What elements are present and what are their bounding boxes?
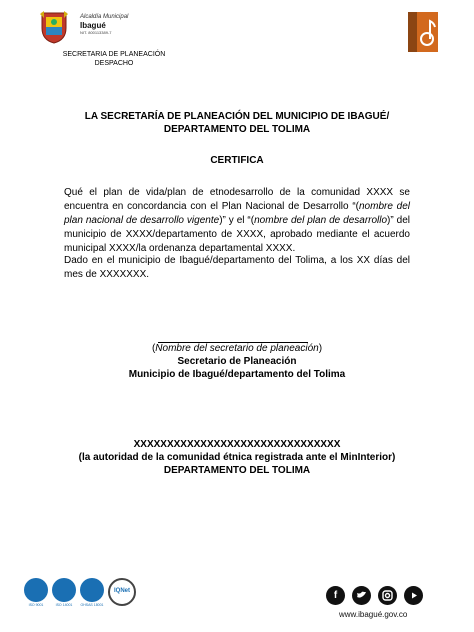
icontec-ohsas-seal-icon: OHSAS 18001 xyxy=(80,578,104,618)
iqnet-seal-icon: IQNet xyxy=(108,578,136,606)
title-line-1: LA SECRETARÍA DE PLANEACIÓN DEL MUNICIPIO DE IBAGUÉ/ xyxy=(84,111,390,122)
department-line-2: DESPACHO xyxy=(94,60,134,67)
signature-block xyxy=(60,342,414,381)
instagram-icon[interactable] xyxy=(378,586,397,605)
community-authority-text: (la autoridad de la comunidad étnica registrada ante el MinInterior) xyxy=(78,452,396,463)
department-heading xyxy=(44,50,184,68)
paragraph-text-a: Qué el plan de vida/plan de etnodesarrollo de la comunidad XXXX se encuentra en concordancia con el Plan Nacional de Desarrollo “( xyxy=(64,187,410,212)
icontec-iso-9001-seal-icon: ISO 9001 xyxy=(24,578,48,618)
plan-desarrollo-placeholder: nombre del plan de desarrollo xyxy=(254,215,388,226)
facebook-icon[interactable]: f xyxy=(326,586,345,605)
icontec-iso-14001-seal-icon: ISO 14001 xyxy=(52,578,76,618)
community-name-placeholder: XXXXXXXXXXXXXXXXXXXXXXXXXXXXXXX xyxy=(133,439,341,450)
community-department: DEPARTAMENTO DEL TOLIMA xyxy=(163,465,311,476)
secretary-entity: Municipio de Ibagué/departamento del Tolima xyxy=(128,369,346,380)
title-line-2: DEPARTAMENTO DEL TOLIMA xyxy=(163,124,311,135)
community-authority-block xyxy=(60,438,414,477)
document-title xyxy=(60,110,414,136)
plan-nacional-placeholder: nombre del plan nacional de desarrollo vigente xyxy=(64,201,410,226)
department-line-1: SECRETARIA DE PLANEACIÓN xyxy=(62,51,166,58)
twitter-icon[interactable] xyxy=(352,586,371,605)
nit-label: NIT. 800113389-7 xyxy=(80,30,112,35)
website-link[interactable]: www.ibagué.gov.co xyxy=(339,610,408,619)
certification-paragraph xyxy=(64,186,410,256)
city-name: Ibagué xyxy=(80,21,106,30)
certifica-heading: CERTIFICA xyxy=(210,155,264,166)
secretary-name-placeholder: (Nombre del secretario de planeación) xyxy=(151,343,323,354)
alcaldia-label: Alcaldía Municipal xyxy=(80,14,129,20)
youtube-icon[interactable] xyxy=(404,586,423,605)
paragraph-text-c: )” y el “( xyxy=(219,215,255,226)
paragraph-text-e: )” del municipio de XXXX/departamento de XXXX, aprobado mediante el acuerdo municipal XXXX/la ordenanza departamental XXXX. xyxy=(64,215,410,254)
date-paragraph: Dado en el municipio de Ibagué/departamento del Tolima, a los XX días del mes de XXXXXXX. xyxy=(64,255,410,280)
ibague-musical-logo-icon xyxy=(408,12,438,52)
secretary-role: Secretario de Planeación xyxy=(177,356,297,367)
ibague-coat-of-arms-icon xyxy=(40,10,68,44)
